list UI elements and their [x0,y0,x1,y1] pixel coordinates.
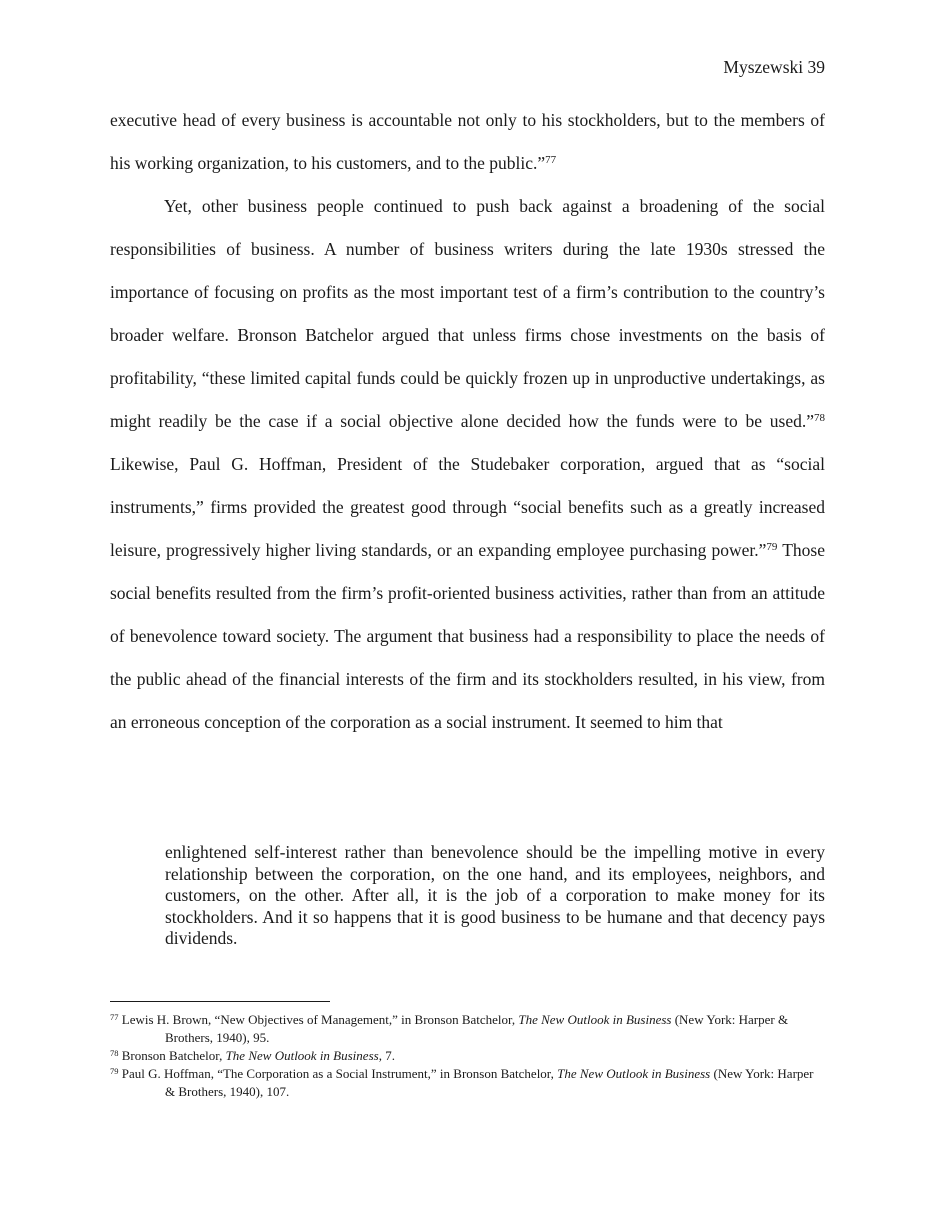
footnotes [110,1011,825,1101]
footnote-text: , 7. [378,1048,395,1063]
footnote-text: (New York: Harper & Brothers, 1940), 95. [165,1012,789,1045]
footnote-number: 78 [110,1048,119,1058]
running-head: Myszewski 39 [723,57,825,77]
footnote-separator [110,1001,330,1002]
footnote-text: Lewis H. Brown, “New Objectives of Management,” in Bronson Batchelor, [118,1012,519,1027]
footnote-text: Bronson Batchelor, [118,1048,226,1063]
footnote [110,1011,825,1047]
paragraph-text: Likewise, Paul G. Hoffman, President of the Studebaker corporation, argued that as “social instruments,” firms provided the greatest good through “social benefits such as a greatly increased leisure, progressively higher living standards, or an expanding employee purchasing power.” [110,454,825,560]
footnote [110,1065,825,1101]
footnote-title: The New Outlook in Business [225,1048,379,1063]
paragraph-text: Yet, other business people continued to push back against a broadening of the social responsibilities of business. A number of business writers during the late 1930s stressed the importance of focusing on profits as the most important test of a firm’s contribution to the country’s broader welfare. Bronson Batchelor argued that unless firms chose investments on the basis of profitability, “these limited capital funds could be quickly frozen up in unproductive undertakings, as might readily be the case if a social objective alone decided how the funds were to be used.” [110,196,825,431]
footnote-number: 77 [110,1012,119,1022]
footnote-number: 79 [110,1066,119,1076]
paragraph-text: executive head of every business is accountable not only to his stockholders, but to the members of his working organization, to his customers, and to the public.” [110,110,825,173]
paragraph [110,99,825,185]
footnote [110,1047,825,1065]
paragraph [110,185,825,744]
footnote-title: The New Outlook in Business [518,1012,672,1027]
footnote-title: The New Outlook in Business [557,1066,711,1081]
footnote-ref: 79 [766,541,778,553]
body-text [110,99,825,744]
footnote-ref: 77 [545,154,557,166]
footnote-ref: 78 [814,412,825,424]
footnote-text: Paul G. Hoffman, “The Corporation as a Social Instrument,” in Bronson Batchelor, [118,1066,558,1081]
block-quote: enlightened self-interest rather than benevolence should be the impelling motive in every relationship between the corporation, on the one hand, and its employees, neighbors, and customers, on the other. After all, it is the job of a corporation to make money for its stockholders. And it so happens that it is good business to be humane and that decency pays dividends. [165,842,825,949]
footnote-text: (New York: Harper & Brothers, 1940), 107. [165,1066,814,1099]
paragraph-text: Those social benefits resulted from the firm’s profit-oriented business activities, rather than from an attitude of benevolence toward society. The argument that business had a responsibility to place the needs of the public ahead of the financial interests of the firm and its stockholders resulted, in his view, from an erroneous conception of the corporation as a social instrument. It seemed to him that [110,540,825,732]
